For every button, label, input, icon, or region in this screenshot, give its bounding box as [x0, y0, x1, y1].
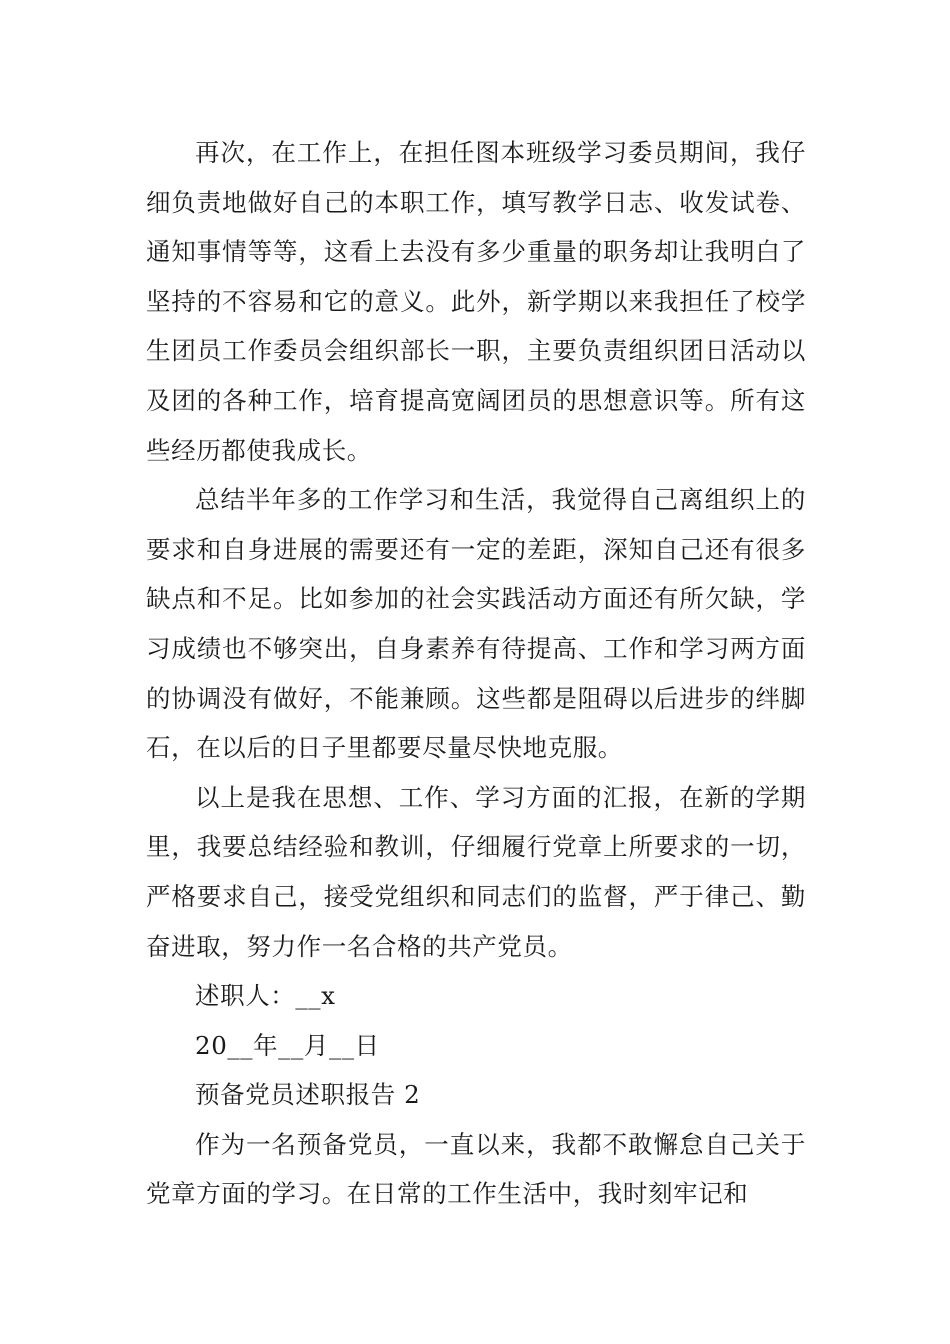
date-line: 20__年__月__日: [195, 1030, 380, 1060]
paragraph-opening: 作为一名预备党员，一直以来，我都不敢懈怠自己关于党章方面的学习。在日常的工作生活中，我时刻牢记和: [146, 1129, 806, 1209]
section-title: 预备党员述职报告 2: [195, 1080, 421, 1110]
paragraph-summary: 总结半年多的工作学习和生活，我觉得自己离组织上的要求和自身进展的需要还有一定的差距，深知自己还有很多缺点和不足。比如参加的社会实践活动方面还有所欠缺，学习成绩也不够突出，自身素养有待提高、工作和学习两方面的协调没有做好，不能兼顾。这些都是阻碍以后进步的绊脚石，在以后的日子里都要尽量尽快地克服。: [146, 485, 806, 763]
paragraph-work: 再次，在工作上，在担任图本班级学习委员期间，我仔细负责地做好自己的本职工作，填写教学日志、收发试卷、通知事情等等，这看上去没有多少重量的职务却让我明白了坚持的不容易和它的意义。此外，新学期以来我担任了校学生团员工作委员会组织部长一职，主要负责组织团日活动以及团的各种工作，培育提高宽阔团员的思想意识等。所有这些经历都使我成长。: [146, 138, 806, 465]
document-body: [146, 128, 806, 1219]
signature-line: 述职人：__x: [195, 981, 336, 1011]
paragraph-conclusion: 以上是我在思想、工作、学习方面的汇报，在新的学期里，我要总结经验和教训，仔细履行党章上所要求的一切，严格要求自己，接受党组织和同志们的监督，严于律己、勤奋进取，努力作一名合格的共产党员。: [146, 782, 806, 961]
